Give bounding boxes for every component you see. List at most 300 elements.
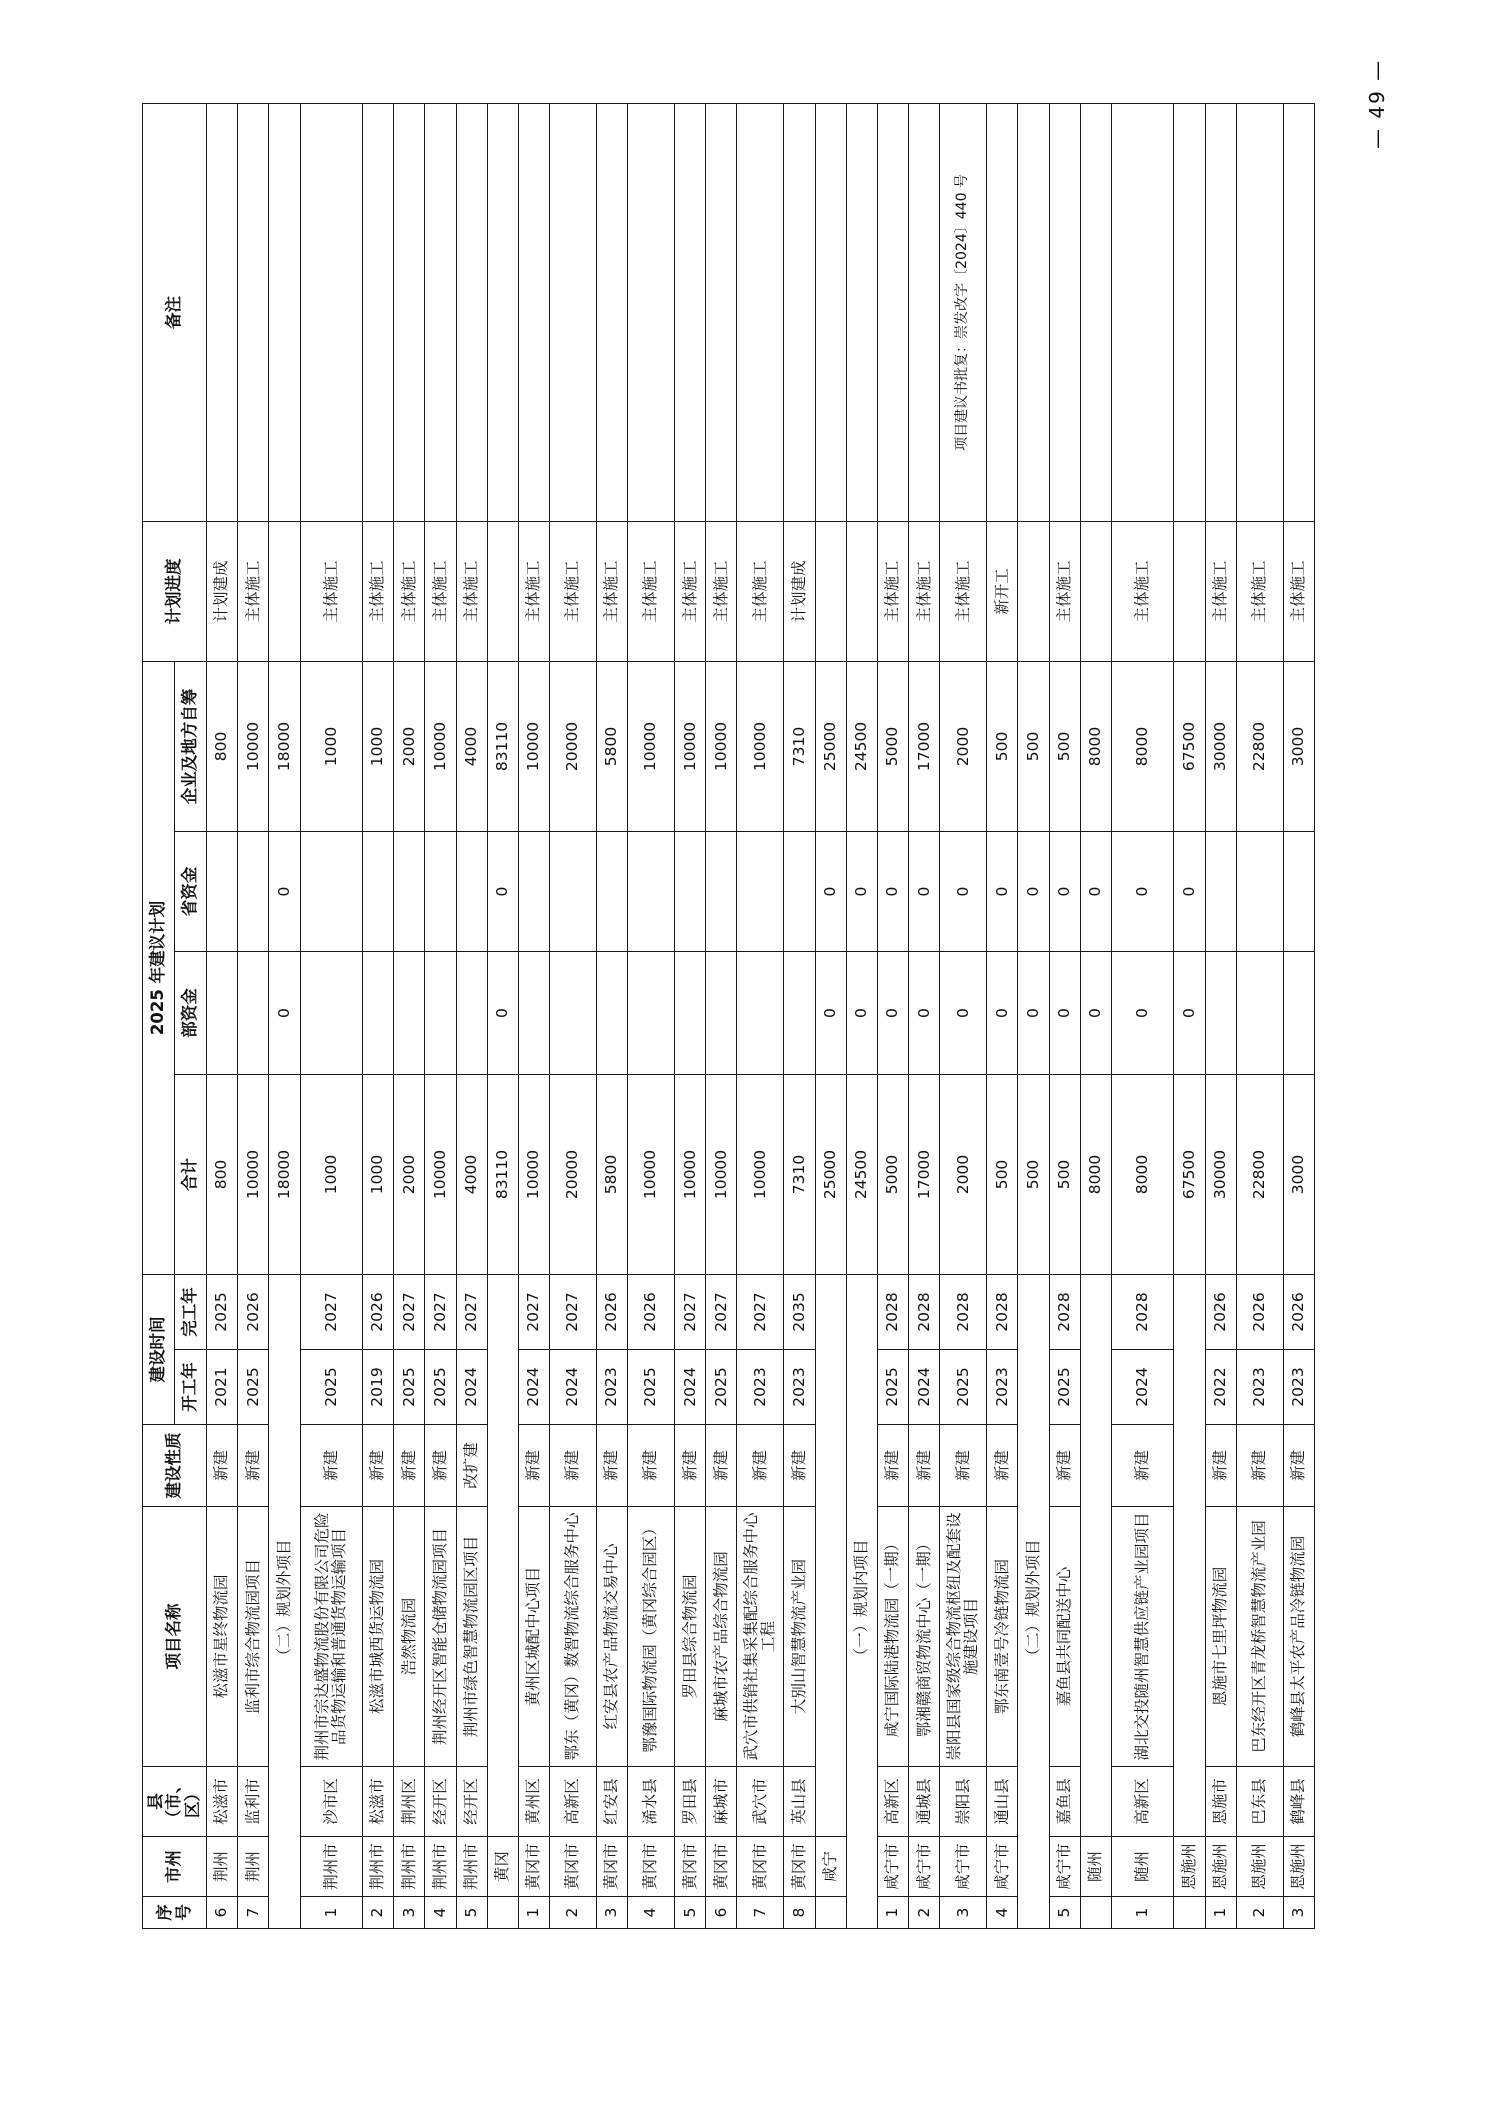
cell-remark bbox=[675, 103, 706, 521]
cell-seq: 3 bbox=[394, 1897, 425, 1929]
header-province: 省资金 bbox=[175, 832, 207, 952]
cell-ministry: 0 bbox=[909, 952, 940, 1075]
cell-seq: 3 bbox=[1283, 1897, 1314, 1929]
cell-ministry bbox=[550, 952, 597, 1075]
cell-total: 10000 bbox=[706, 1075, 737, 1275]
cell-province: 0 bbox=[987, 832, 1018, 952]
section-subtotal-row bbox=[846, 103, 877, 1928]
cell-end-year: 2026 bbox=[628, 1275, 675, 1350]
cell-ministry bbox=[1236, 952, 1283, 1075]
cell-self: 8000 bbox=[1080, 661, 1111, 831]
cell-end-year: 2027 bbox=[706, 1275, 737, 1350]
cell-remark bbox=[1018, 103, 1049, 521]
cell-end-year: 2026 bbox=[1236, 1275, 1283, 1350]
cell-progress: 主体施工 bbox=[1205, 521, 1236, 661]
cell-nature: 新建 bbox=[877, 1425, 908, 1507]
cell-section-title: （一）规划内项目 bbox=[846, 1275, 877, 1929]
city-subtotal-row bbox=[487, 103, 518, 1928]
cell-city: 恩施州 bbox=[1283, 1837, 1314, 1897]
cell-county: 武穴市 bbox=[737, 1767, 784, 1837]
cell-ministry bbox=[300, 952, 362, 1075]
cell-self: 10000 bbox=[425, 661, 456, 831]
cell-province bbox=[1283, 832, 1314, 952]
cell-seq: 6 bbox=[207, 1897, 238, 1929]
cell-end-year: 2026 bbox=[1205, 1275, 1236, 1350]
cell-start-year: 2024 bbox=[519, 1350, 550, 1425]
header-plan-group: 2025 年建议计划 bbox=[143, 661, 175, 1274]
cell-remark: 项目建议书批复：崇发改字〔2024〕440 号 bbox=[940, 103, 987, 521]
cell-seq: 3 bbox=[597, 1897, 628, 1929]
cell-province: 0 bbox=[1080, 832, 1111, 952]
cell-start-year: 2023 bbox=[597, 1350, 628, 1425]
cell-city: 荆州市 bbox=[363, 1837, 394, 1897]
cell-project-name: 红安县农产品物流交易中心 bbox=[597, 1507, 628, 1767]
table-row bbox=[1283, 103, 1314, 1928]
cell-nature: 新建 bbox=[300, 1425, 362, 1507]
cell-self: 500 bbox=[987, 661, 1018, 831]
cell-end-year: 2028 bbox=[877, 1275, 908, 1350]
cell-self: 25000 bbox=[815, 661, 846, 831]
cell-self: 500 bbox=[1018, 661, 1049, 831]
cell-end-year: 2027 bbox=[394, 1275, 425, 1350]
section-subtotal-row bbox=[1018, 103, 1049, 1928]
cell-province bbox=[238, 832, 269, 952]
table-row bbox=[597, 103, 628, 1928]
cell-province bbox=[706, 832, 737, 952]
cell-remark bbox=[1236, 103, 1283, 521]
city-subtotal-row bbox=[1174, 103, 1205, 1928]
cell-self: 22800 bbox=[1236, 661, 1283, 831]
cell-county: 经开区 bbox=[425, 1767, 456, 1837]
cell-city: 咸宁市 bbox=[877, 1837, 908, 1897]
cell-county: 浠水县 bbox=[628, 1767, 675, 1837]
cell-project-name: 鄂湘赣商贸物流中心（一期） bbox=[909, 1507, 940, 1767]
cell-county: 罗田县 bbox=[675, 1767, 706, 1837]
cell-remark bbox=[363, 103, 394, 521]
cell-end-year: 2028 bbox=[909, 1275, 940, 1350]
cell-progress: 主体施工 bbox=[628, 521, 675, 661]
cell-project-name: 荆州经开区智能仓储物流园项目 bbox=[425, 1507, 456, 1767]
cell-start-year: 2025 bbox=[940, 1350, 987, 1425]
cell-total: 30000 bbox=[1205, 1075, 1236, 1275]
cell-nature: 新建 bbox=[706, 1425, 737, 1507]
cell-start-year: 2025 bbox=[877, 1350, 908, 1425]
cell-remark bbox=[1174, 103, 1205, 521]
cell-total: 2000 bbox=[394, 1075, 425, 1275]
cell-city: 荆州市 bbox=[394, 1837, 425, 1897]
cell-project-name: 鄂东南壹号冷链物流园 bbox=[987, 1507, 1018, 1767]
cell-total: 500 bbox=[987, 1075, 1018, 1275]
cell-self: 20000 bbox=[550, 661, 597, 831]
header-time-group: 建设时间 bbox=[143, 1275, 175, 1425]
cell-self: 2000 bbox=[394, 661, 425, 831]
cell-seq: 7 bbox=[737, 1897, 784, 1929]
table-row bbox=[706, 103, 737, 1928]
cell-progress: 主体施工 bbox=[1283, 521, 1314, 661]
cell-blank bbox=[815, 1897, 846, 1929]
cell-start-year: 2025 bbox=[300, 1350, 362, 1425]
cell-province bbox=[597, 832, 628, 952]
cell-progress: 主体施工 bbox=[1111, 521, 1173, 661]
cell-city: 黄冈市 bbox=[628, 1837, 675, 1897]
table-body bbox=[207, 103, 1315, 1928]
cell-province: 0 bbox=[940, 832, 987, 952]
cell-province bbox=[425, 832, 456, 952]
cell-city-title: 随州 bbox=[1080, 1837, 1111, 1897]
cell-end-year: 2028 bbox=[987, 1275, 1018, 1350]
cell-province bbox=[628, 832, 675, 952]
cell-start-year: 2024 bbox=[675, 1350, 706, 1425]
cell-ministry bbox=[737, 952, 784, 1075]
cell-remark bbox=[394, 103, 425, 521]
header-city: 市州 bbox=[143, 1837, 207, 1897]
cell-county: 松滋市 bbox=[363, 1767, 394, 1837]
cell-county: 通城县 bbox=[909, 1767, 940, 1837]
table-row bbox=[675, 103, 706, 1928]
cell-self: 10000 bbox=[737, 661, 784, 831]
cell-progress bbox=[487, 521, 518, 661]
cell-ministry: 0 bbox=[940, 952, 987, 1075]
cell-total: 8000 bbox=[1111, 1075, 1173, 1275]
cell-self: 24500 bbox=[846, 661, 877, 831]
cell-total: 10000 bbox=[737, 1075, 784, 1275]
table-row bbox=[300, 103, 362, 1928]
cell-ministry bbox=[597, 952, 628, 1075]
cell-seq: 1 bbox=[300, 1897, 362, 1929]
table-row bbox=[363, 103, 394, 1928]
cell-self: 10000 bbox=[628, 661, 675, 831]
cell-remark bbox=[1049, 103, 1080, 521]
cell-total: 4000 bbox=[456, 1075, 487, 1275]
cell-seq: 8 bbox=[784, 1897, 815, 1929]
cell-end-year: 2027 bbox=[300, 1275, 362, 1350]
cell-city: 黄冈市 bbox=[784, 1837, 815, 1897]
header-self: 企业及地方自筹 bbox=[175, 661, 207, 831]
header-total: 合计 bbox=[175, 1075, 207, 1275]
cell-ministry bbox=[207, 952, 238, 1075]
cell-city: 荆州市 bbox=[300, 1837, 362, 1897]
cell-seq: 5 bbox=[456, 1897, 487, 1929]
cell-nature: 新建 bbox=[1236, 1425, 1283, 1507]
cell-city: 黄冈市 bbox=[675, 1837, 706, 1897]
cell-end-year: 2027 bbox=[675, 1275, 706, 1350]
cell-county: 鹤峰县 bbox=[1283, 1767, 1314, 1837]
cell-province bbox=[675, 832, 706, 952]
cell-county: 监利市 bbox=[238, 1767, 269, 1837]
cell-ministry bbox=[706, 952, 737, 1075]
cell-start-year: 2023 bbox=[1236, 1350, 1283, 1425]
cell-project-name: 崇阳县国家级综合物流枢纽及配套设施建设项目 bbox=[940, 1507, 987, 1767]
cell-remark bbox=[784, 103, 815, 521]
cell-city: 黄冈市 bbox=[597, 1837, 628, 1897]
cell-total: 20000 bbox=[550, 1075, 597, 1275]
cell-nature: 新建 bbox=[987, 1425, 1018, 1507]
cell-remark bbox=[487, 103, 518, 521]
cell-seq: 4 bbox=[987, 1897, 1018, 1929]
cell-remark bbox=[1080, 103, 1111, 521]
cell-seq: 4 bbox=[628, 1897, 675, 1929]
cell-progress: 主体施工 bbox=[456, 521, 487, 661]
cell-self: 8000 bbox=[1111, 661, 1173, 831]
cell-remark bbox=[877, 103, 908, 521]
cell-nature: 新建 bbox=[519, 1425, 550, 1507]
cell-remark bbox=[207, 103, 238, 521]
cell-province bbox=[784, 832, 815, 952]
cell-province bbox=[207, 832, 238, 952]
cell-county: 红安县 bbox=[597, 1767, 628, 1837]
header-seq: 序号 bbox=[143, 1897, 207, 1929]
cell-county: 荆州区 bbox=[394, 1767, 425, 1837]
cell-city: 咸宁市 bbox=[1049, 1837, 1080, 1897]
cell-start-year: 2024 bbox=[909, 1350, 940, 1425]
table-row bbox=[877, 103, 908, 1928]
cell-province bbox=[737, 832, 784, 952]
cell-county: 松滋市 bbox=[207, 1767, 238, 1837]
cell-seq: 1 bbox=[1205, 1897, 1236, 1929]
cell-nature: 新建 bbox=[207, 1425, 238, 1507]
cell-total: 2000 bbox=[940, 1075, 987, 1275]
cell-total: 10000 bbox=[519, 1075, 550, 1275]
cell-project-name: 黄州区城配中心项目 bbox=[519, 1507, 550, 1767]
cell-project-name: 嘉鱼县共同配送中心 bbox=[1049, 1507, 1080, 1767]
cell-county: 崇阳县 bbox=[940, 1767, 987, 1837]
cell-ministry bbox=[519, 952, 550, 1075]
cell-total: 8000 bbox=[1080, 1075, 1111, 1275]
cell-remark bbox=[519, 103, 550, 521]
table-row bbox=[909, 103, 940, 1928]
cell-city-title: 黄冈 bbox=[487, 1837, 518, 1897]
cell-nature: 新建 bbox=[940, 1425, 987, 1507]
cell-progress: 主体施工 bbox=[363, 521, 394, 661]
cell-ministry: 0 bbox=[877, 952, 908, 1075]
cell-progress: 主体施工 bbox=[550, 521, 597, 661]
cell-progress: 主体施工 bbox=[597, 521, 628, 661]
cell-project-name: 鹤峰县太平农产品冷链物流园 bbox=[1283, 1507, 1314, 1767]
cell-self: 500 bbox=[1049, 661, 1080, 831]
table-row bbox=[394, 103, 425, 1928]
cell-city: 荆州市 bbox=[456, 1837, 487, 1897]
cell-ministry: 0 bbox=[987, 952, 1018, 1075]
cell-city: 荆州市 bbox=[425, 1837, 456, 1897]
cell-county: 恩施市 bbox=[1205, 1767, 1236, 1837]
cell-self: 5000 bbox=[877, 661, 908, 831]
cell-self: 67500 bbox=[1174, 661, 1205, 831]
header-remark: 备注 bbox=[143, 103, 207, 521]
cell-progress: 主体施工 bbox=[394, 521, 425, 661]
cell-remark bbox=[550, 103, 597, 521]
cell-nature: 新建 bbox=[737, 1425, 784, 1507]
cell-city: 随州 bbox=[1111, 1837, 1173, 1897]
cell-county: 黄州区 bbox=[519, 1767, 550, 1837]
table-row bbox=[1049, 103, 1080, 1928]
cell-ministry: 0 bbox=[487, 952, 518, 1075]
table-row bbox=[1205, 103, 1236, 1928]
cell-total: 10000 bbox=[425, 1075, 456, 1275]
cell-start-year: 2022 bbox=[1205, 1350, 1236, 1425]
cell-county: 高新区 bbox=[1111, 1767, 1173, 1837]
cell-self: 18000 bbox=[269, 661, 300, 831]
cell-city: 咸宁市 bbox=[987, 1837, 1018, 1897]
cell-province: 0 bbox=[815, 832, 846, 952]
cell-ministry bbox=[238, 952, 269, 1075]
cell-self: 800 bbox=[207, 661, 238, 831]
cell-start-year: 2025 bbox=[394, 1350, 425, 1425]
cell-city-title: 咸宁 bbox=[815, 1837, 846, 1897]
cell-project-name: 大别山智慧物流产业园 bbox=[784, 1507, 815, 1767]
city-subtotal-row bbox=[815, 103, 846, 1928]
cell-nature: 改扩建 bbox=[456, 1425, 487, 1507]
cell-end-year: 2026 bbox=[238, 1275, 269, 1350]
cell-project-name: 麻城市农产品综合物流园 bbox=[706, 1507, 737, 1767]
cell-progress: 主体施工 bbox=[737, 521, 784, 661]
cell-city: 咸宁市 bbox=[940, 1837, 987, 1897]
cell-ministry bbox=[784, 952, 815, 1075]
cell-blank bbox=[1080, 1275, 1111, 1837]
cell-province: 0 bbox=[1111, 832, 1173, 952]
cell-nature: 新建 bbox=[597, 1425, 628, 1507]
table-row bbox=[238, 103, 269, 1928]
cell-start-year: 2024 bbox=[550, 1350, 597, 1425]
cell-end-year: 2028 bbox=[1049, 1275, 1080, 1350]
cell-ministry: 0 bbox=[269, 952, 300, 1075]
cell-progress: 主体施工 bbox=[1236, 521, 1283, 661]
cell-self: 30000 bbox=[1205, 661, 1236, 831]
cell-seq: 6 bbox=[706, 1897, 737, 1929]
header-end-year: 完工年 bbox=[175, 1275, 207, 1350]
cell-total: 500 bbox=[1049, 1075, 1080, 1275]
table-row bbox=[784, 103, 815, 1928]
cell-remark bbox=[909, 103, 940, 521]
cell-progress: 计划建成 bbox=[207, 521, 238, 661]
table-row bbox=[550, 103, 597, 1928]
cell-seq: 5 bbox=[1049, 1897, 1080, 1929]
cell-remark bbox=[456, 103, 487, 521]
cell-city-title: 恩施州 bbox=[1174, 1837, 1205, 1897]
cell-total: 10000 bbox=[675, 1075, 706, 1275]
cell-ministry: 0 bbox=[1049, 952, 1080, 1075]
city-subtotal-row bbox=[1080, 103, 1111, 1928]
header-start-year: 开工年 bbox=[175, 1350, 207, 1425]
cell-start-year: 2025 bbox=[1049, 1350, 1080, 1425]
table-row bbox=[1111, 103, 1173, 1928]
cell-total: 3000 bbox=[1283, 1075, 1314, 1275]
cell-remark bbox=[1111, 103, 1173, 521]
cell-city: 荆州 bbox=[207, 1837, 238, 1897]
cell-total: 18000 bbox=[269, 1075, 300, 1275]
cell-seq: 2 bbox=[363, 1897, 394, 1929]
cell-province: 0 bbox=[487, 832, 518, 952]
cell-nature: 新建 bbox=[1205, 1425, 1236, 1507]
cell-county: 英山县 bbox=[784, 1767, 815, 1837]
cell-remark bbox=[1205, 103, 1236, 521]
cell-end-year: 2027 bbox=[425, 1275, 456, 1350]
cell-province: 0 bbox=[1049, 832, 1080, 952]
cell-province: 0 bbox=[1174, 832, 1205, 952]
cell-progress: 主体施工 bbox=[877, 521, 908, 661]
cell-nature: 新建 bbox=[238, 1425, 269, 1507]
cell-self: 10000 bbox=[519, 661, 550, 831]
cell-county: 经开区 bbox=[456, 1767, 487, 1837]
cell-progress: 计划建成 bbox=[784, 521, 815, 661]
cell-end-year: 2035 bbox=[784, 1275, 815, 1350]
cell-total: 17000 bbox=[909, 1075, 940, 1275]
header-name: 项目名称 bbox=[143, 1507, 207, 1767]
cell-start-year: 2023 bbox=[784, 1350, 815, 1425]
cell-project-name: 监利市综合物流园项目 bbox=[238, 1507, 269, 1767]
cell-end-year: 2026 bbox=[1283, 1275, 1314, 1350]
cell-project-name: 浩然物流园 bbox=[394, 1507, 425, 1767]
cell-total: 24500 bbox=[846, 1075, 877, 1275]
table-row bbox=[628, 103, 675, 1928]
cell-nature: 新建 bbox=[675, 1425, 706, 1507]
cell-nature: 新建 bbox=[1111, 1425, 1173, 1507]
cell-province: 0 bbox=[1018, 832, 1049, 952]
cell-city: 恩施州 bbox=[1236, 1837, 1283, 1897]
cell-seq: 3 bbox=[940, 1897, 987, 1929]
header-ministry: 部资金 bbox=[175, 952, 207, 1075]
cell-seq: 1 bbox=[1111, 1897, 1173, 1929]
cell-start-year: 2025 bbox=[706, 1350, 737, 1425]
cell-progress bbox=[1174, 521, 1205, 661]
cell-start-year: 2021 bbox=[207, 1350, 238, 1425]
cell-self: 4000 bbox=[456, 661, 487, 831]
cell-remark bbox=[1283, 103, 1314, 521]
cell-progress: 主体施工 bbox=[300, 521, 362, 661]
cell-province bbox=[456, 832, 487, 952]
table-row bbox=[940, 103, 987, 1928]
cell-ministry: 0 bbox=[846, 952, 877, 1075]
cell-city: 黄冈市 bbox=[737, 1837, 784, 1897]
cell-ministry: 0 bbox=[1111, 952, 1173, 1075]
cell-blank bbox=[815, 1275, 846, 1837]
cell-self: 10000 bbox=[675, 661, 706, 831]
cell-blank bbox=[1174, 1897, 1205, 1929]
cell-remark bbox=[737, 103, 784, 521]
cell-county: 高新区 bbox=[877, 1767, 908, 1837]
table-row bbox=[1236, 103, 1283, 1928]
cell-ministry: 0 bbox=[1018, 952, 1049, 1075]
cell-end-year: 2028 bbox=[1111, 1275, 1173, 1350]
cell-seq: 2 bbox=[909, 1897, 940, 1929]
cell-seq: 2 bbox=[1236, 1897, 1283, 1929]
cell-province bbox=[1236, 832, 1283, 952]
cell-progress: 主体施工 bbox=[519, 521, 550, 661]
cell-self: 10000 bbox=[238, 661, 269, 831]
cell-province: 0 bbox=[909, 832, 940, 952]
cell-blank bbox=[1080, 1897, 1111, 1929]
cell-province bbox=[550, 832, 597, 952]
cell-total: 5000 bbox=[877, 1075, 908, 1275]
table-header bbox=[143, 103, 207, 1928]
cell-progress bbox=[815, 521, 846, 661]
cell-project-name: 鄂豫国际物流园（黄冈综合园区） bbox=[628, 1507, 675, 1767]
cell-progress: 主体施工 bbox=[238, 521, 269, 661]
cell-city: 恩施州 bbox=[1205, 1837, 1236, 1897]
cell-end-year: 2028 bbox=[940, 1275, 987, 1350]
table-row bbox=[456, 103, 487, 1928]
cell-ministry bbox=[1205, 952, 1236, 1075]
cell-progress bbox=[1080, 521, 1111, 661]
cell-end-year: 2027 bbox=[737, 1275, 784, 1350]
header-county: 县（市、区） bbox=[143, 1767, 207, 1837]
cell-total: 1000 bbox=[300, 1075, 362, 1275]
cell-start-year: 2025 bbox=[628, 1350, 675, 1425]
cell-ministry: 0 bbox=[1174, 952, 1205, 1075]
cell-province bbox=[1205, 832, 1236, 952]
cell-progress: 主体施工 bbox=[1049, 521, 1080, 661]
cell-progress: 主体施工 bbox=[706, 521, 737, 661]
cell-project-name: 荆州市宗达盛物流股份有限公司危险品货物运输和普通货物运输项目 bbox=[300, 1507, 362, 1767]
